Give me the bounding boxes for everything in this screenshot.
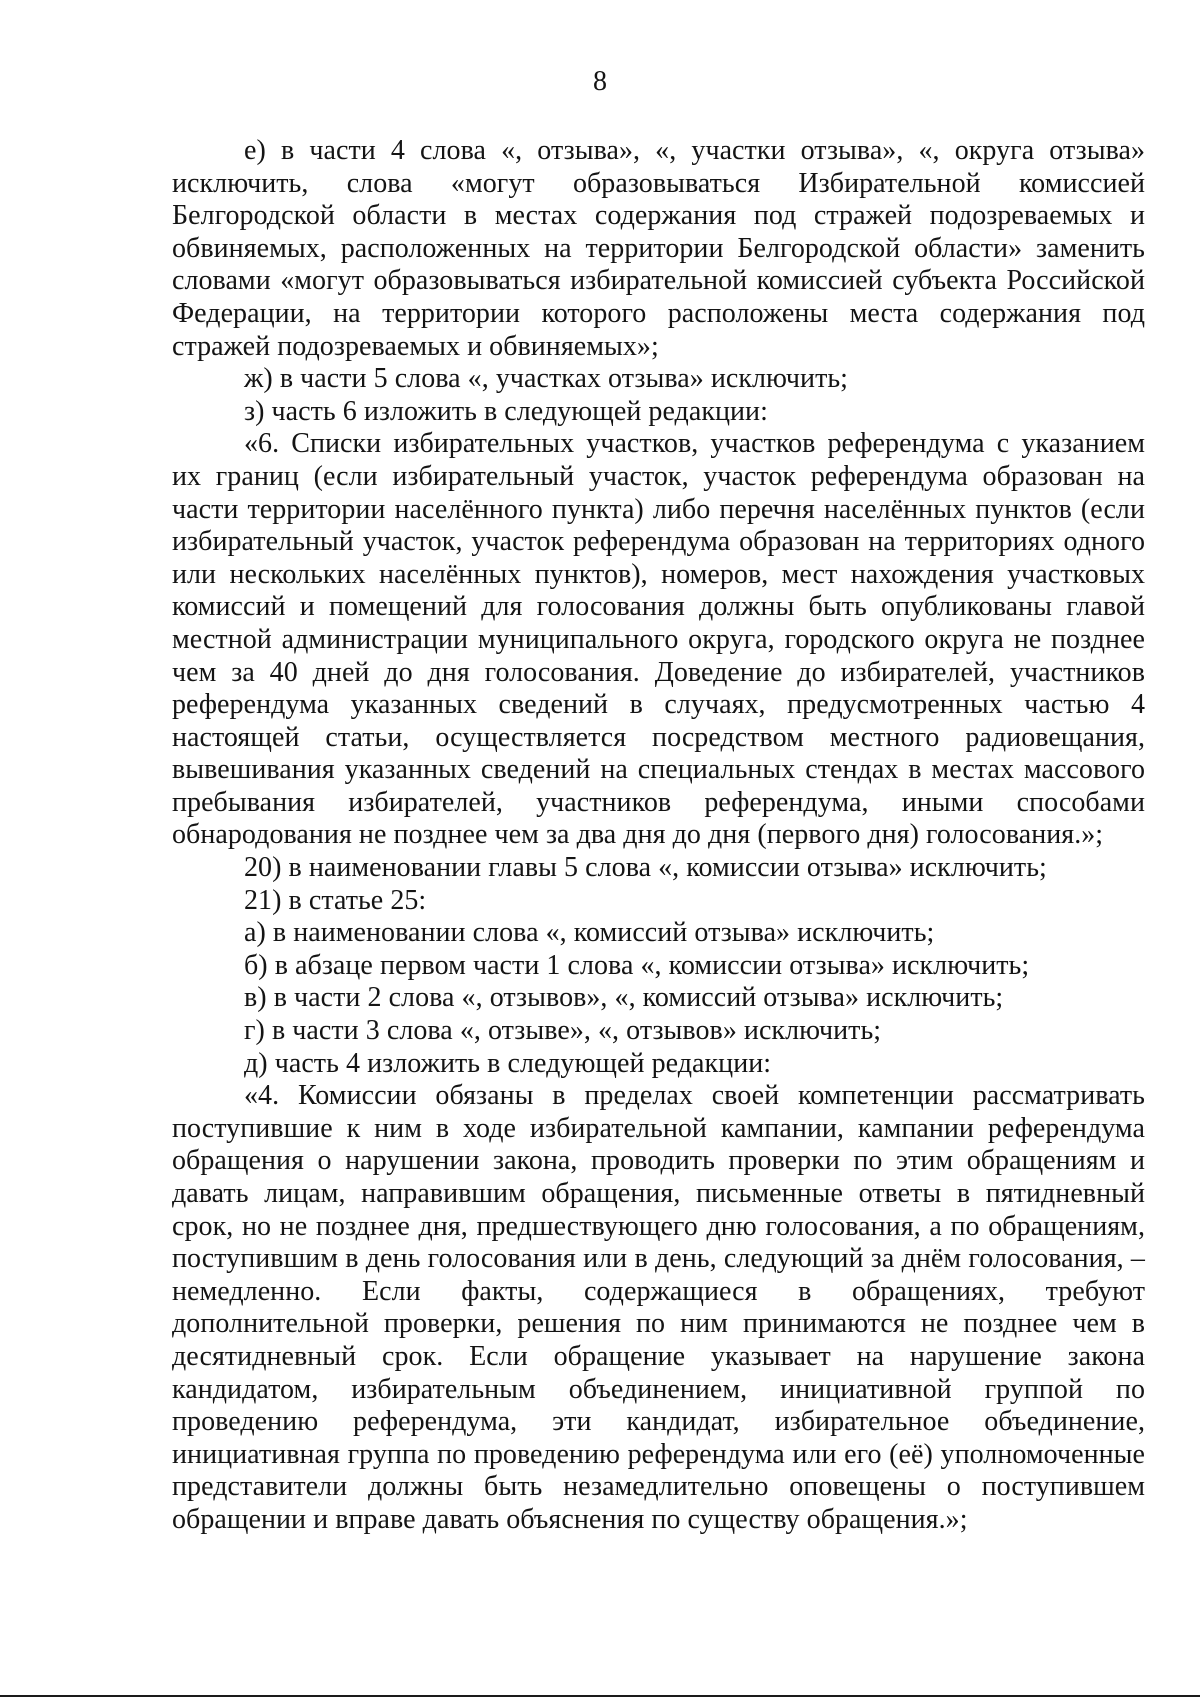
- paragraph-item-d: д) часть 4 изложить в следующей редакции:: [244, 1047, 772, 1079]
- paragraph-point-21: 21) в статье 25:: [244, 884, 427, 916]
- document-body: [172, 135, 1145, 1537]
- paragraph-item-b: б) в абзаце первом части 1 слова «, комиссии отзыва» исключить;: [244, 949, 1030, 981]
- paragraph-item-a: а) в наименовании слова «, комиссий отзыва» исключить;: [244, 917, 935, 949]
- paragraph-item-g: г) в части 3 слова «, отзыве», «, отзывов» исключить;: [244, 1015, 882, 1047]
- scan-bottom-edge: [0, 1695, 1200, 1697]
- paragraph-item-zh: ж) в части 5 слова «, участках отзыва» исключить;: [244, 363, 849, 395]
- paragraph-item-z: з) часть 6 изложить в следующей редакции:: [244, 395, 768, 427]
- paragraph-item-v: в) в части 2 слова «, отзывов», «, комиссий отзыва» исключить;: [244, 982, 1004, 1014]
- page-number: 8: [593, 66, 607, 97]
- paragraph-item-e: е) в части 4 слова «, отзыва», «, участки отзыва», «, округа отзыва» исключить, слова «могут образовываться Избирательной комиссией Белгородской области в местах содержания под стражей подозреваемых и обвиняемых, расположенных на территории Белгородской области» заменить словами «могут образовываться избирательной комиссией субъекта Российской Федерации, на территории которого расположены места содержания под стражей подозреваемых и обвиняемых»;: [172, 135, 1145, 362]
- paragraph-point-20: 20) в наименовании главы 5 слова «, комиссии отзыва» исключить;: [244, 852, 1047, 884]
- paragraph-part-4-text: «4. Комиссии обязаны в пределах своей компетенции рассматривать поступившие к ним в ходе избирательной кампании, кампании референдума обращения о нарушении закона, проводить проверки по этим обращениям и давать лицам, направившим обращения, письменные ответы в пятидневный срок, но не позднее дня, предшествующего дню голосования, а по обращениям, поступившим в день голосования или в день, следующий за днём голосования, – немедленно. Если факты, содержащиеся в обращениях, требуют дополнительной проверки, решения по ним принимаются не позднее чем в десятидневный срок. Если обращение указывает на нарушение закона кандидатом, избирательным объединением, инициативной группой по проведению референдума, эти кандидат, избирательное объединение, инициативная группа по проведению референдума или его (её) уполномоченные представители должны быть незамедлительно оповещены о поступившем обращении и вправе давать объяснения по существу обращения.»;: [172, 1080, 1145, 1535]
- paragraph-part-6-text: «6. Списки избирательных участков, участков референдума с указанием их границ (если избирательный участок, участок референдума образован на части территории населённого пункта) либо перечня населённых пунктов (если избирательный участок, участок референдума образован на территориях одного или нескольких населённых пунктов), номеров, мест нахождения участковых комиссий и помещений для голосования должны быть опубликованы главой местной администрации муниципального округа, городского округа не позднее чем за 40 дней до дня голосования. Доведение до избирателей, участников референдума указанных сведений в случаях, предусмотренных частью 4 настоящей статьи, осуществляется посредством местного радиовещания, вывешивания указанных сведений на специальных стендах в местах массового пребывания избирателей, участников референдума, иными способами обнародования не позднее чем за два дня до дня (первого дня) голосования.»;: [172, 428, 1145, 851]
